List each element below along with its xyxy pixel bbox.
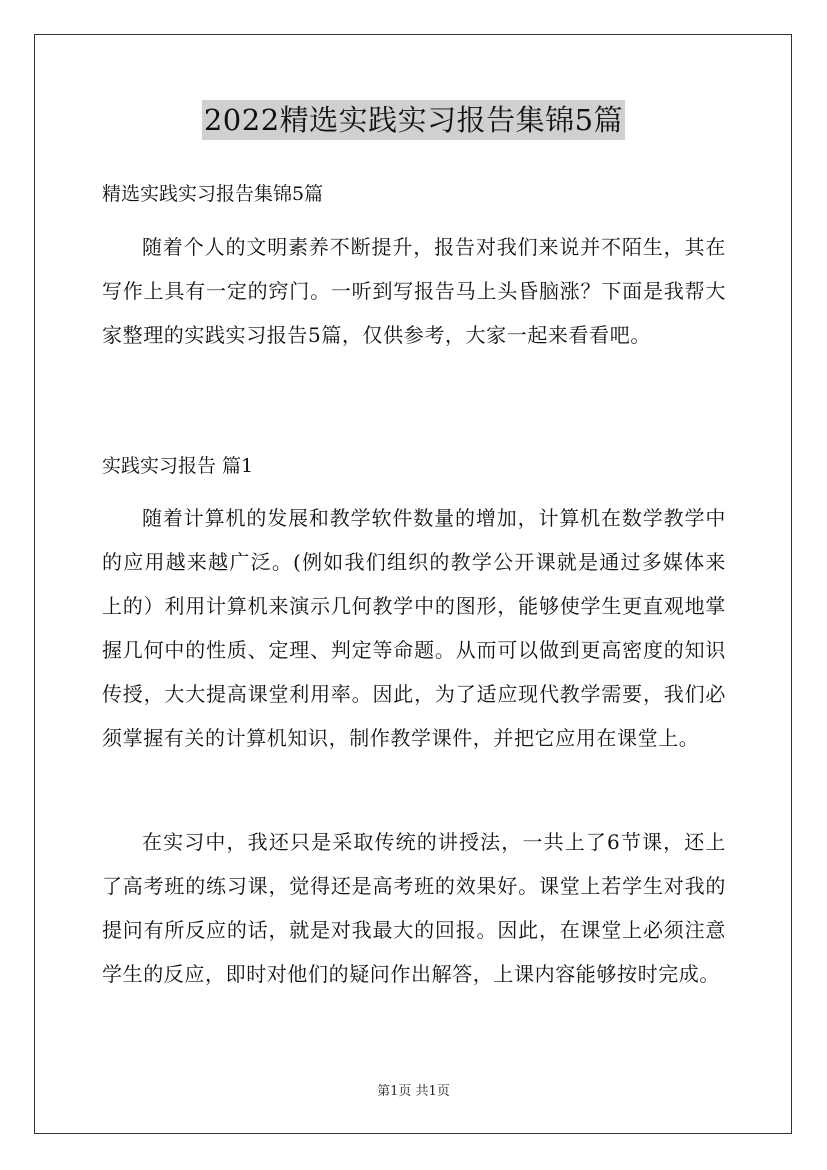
section-heading: 实践实习报告 篇1: [102, 455, 254, 477]
intro-paragraph: 随着个人的文明素养不断提升，报告对我们来说并不陌生，其在写作上具有一定的窍门。一听到写报告马上头昏脑涨？下面是我帮大家整理的实践实习报告5篇，仅供参考，大家一起来看看吧。: [102, 235, 726, 347]
title-container: [0, 100, 827, 140]
body-paragraph: 随着计算机的发展和教学软件数量的增加，计算机在数学教学中的应用越来越广泛。(例如我们组织的教学公开课就是通过多媒体来上的）利用计算机来演示几何教学中的图形，能够使学生更直观地掌握几何中的性质、定理、判定等命题。从而可以做到更高密度的知识传授，大大提高课堂利用率。因此，为了适应现代教学需要，我们必须掌握有关的计算机知识，制作教学课件，并把它应用在课堂上。: [102, 506, 726, 750]
page-footer: 第1页 共1页: [377, 1084, 450, 1099]
document-subtitle: 精选实践实习报告集锦5篇: [102, 183, 324, 205]
body-paragraph: 在实习中，我还只是采取传统的讲授法，一共上了6节课，还上了高考班的练习课，觉得还是高考班的效果好。课堂上若学生对我的提问有所反应的话，就是对我最大的回报。因此，在课堂上必须注意学生的反应，即时对他们的疑问作出解答，上课内容能够按时完成。: [102, 830, 726, 986]
document-title: 2022精选实践实习报告集锦5篇: [202, 100, 625, 140]
